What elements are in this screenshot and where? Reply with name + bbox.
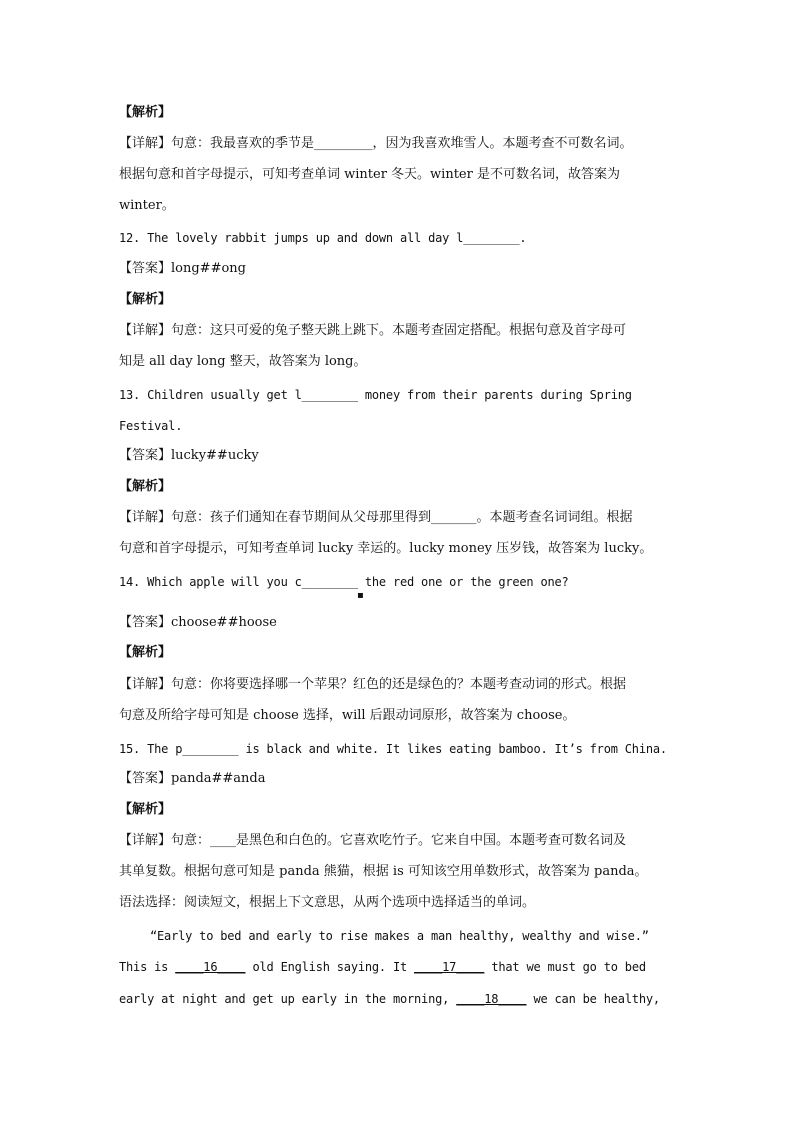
question-13-cont: Festival. [119,419,183,433]
analysis-label: 【解析】 [119,292,172,307]
explanation-line: 知是 all day long 整天，故答案为 long。 [119,354,367,369]
question-12: 12. The lovely rabbit jumps up and down all day l________. [119,231,527,245]
answer-12: 【答案】long##ong [119,261,246,276]
explanation-line: 【详解】句意：这只可爱的兔子整天跳上跳下。本题考查固定搭配。根据句意及首字母可 [119,323,627,338]
analysis-label: 【解析】 [119,105,172,120]
blank-17: ____17____ [414,960,485,974]
answer-15: 【答案】panda##anda [119,771,266,786]
explanation-line: 【详解】句意：我最喜欢的季节是_________，因为我喜欢堆雪人。本题考查不可数名词。 [119,136,633,151]
analysis-label: 【解析】 [119,479,172,494]
question-14: 14. Which apple will you c________ the red one or the green one? [119,575,569,589]
explanation-line: winter。 [119,198,175,213]
explanation-line: 其单复数。根据句意可知是 panda 熊猫，根据 is 可知该空用单数形式，故答案为 panda。 [119,864,648,879]
explanation-line: 根据句意和首字母提示，可知考查单词 winter 冬天。winter 是不可数名词，故答案为 [119,167,620,182]
analysis-label: 【解析】 [119,802,172,817]
passage-line-2: This is ____16____ old English saying. It ____17____ that we must go to bed [119,960,646,974]
explanation-line: 【详解】句意：____是黑色和白色的。它喜欢吃竹子。它来自中国。本题考查可数名词及 [119,833,627,848]
analysis-label: 【解析】 [119,645,172,660]
explanation-line: 【详解】句意：孩子们通知在春节期间从父母那里得到_______。本题考查名词词组。根据 [119,510,633,525]
passage-line-3: early at night and get up early in the morning, ____18____ we can be healthy, [119,992,660,1006]
passage-line-1: “Early to bed and early to rise makes a man healthy, wealthy and wise.” [150,929,649,943]
question-13: 13. Children usually get l________ money from their parents during Spring [119,388,632,402]
section-instruction: 语法选择：阅读短文，根据上下文意思，从两个选项中选择适当的单词。 [119,895,536,910]
explanation-line: 【详解】句意：你将要选择哪一个苹果？红色的还是绿色的？本题考查动词的形式。根据 [119,677,627,692]
explanation-line: 句意和首字母提示，可知考查单词 lucky 幸运的。lucky money 压岁钱，故答案为 lucky。 [119,541,653,556]
question-15: 15. The p________ is black and white. It likes eating bamboo. It’s from China. [119,742,667,756]
blank-16: ____16____ [175,960,246,974]
answer-14: 【答案】choose##hoose [119,615,277,630]
ink-mark: ▪ [357,590,364,601]
blank-18: ____18____ [456,992,527,1006]
explanation-line: 句意及所给字母可知是 choose 选择，will 后跟动词原形，故答案为 choose。 [119,708,576,723]
answer-13: 【答案】lucky##ucky [119,448,259,463]
